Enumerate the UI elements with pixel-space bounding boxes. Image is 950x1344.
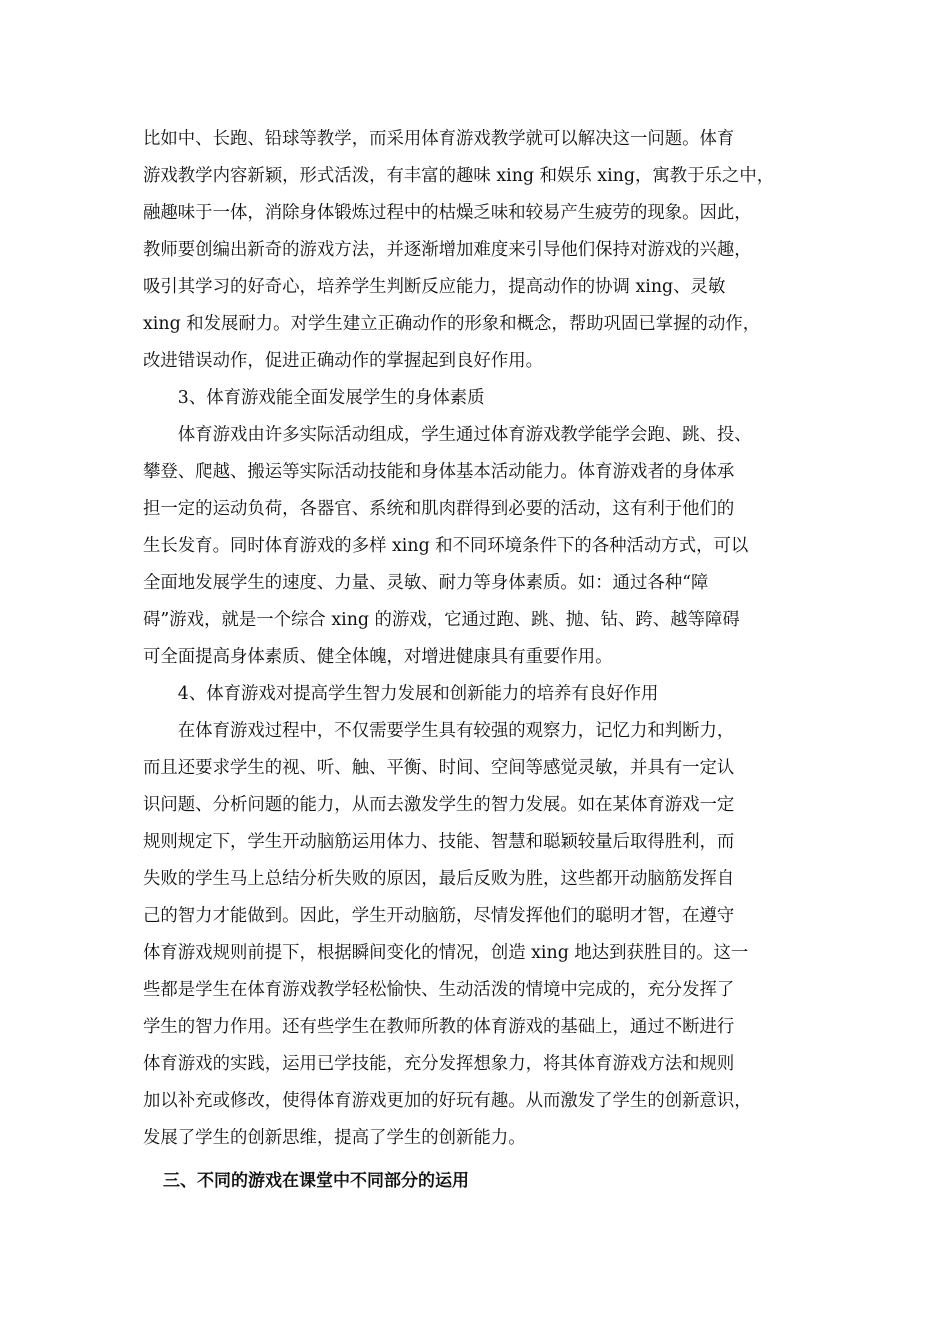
text-line: 发展了学生的创新思维，提高了学生的创新能力。 [143, 1128, 526, 1148]
text-line: 生长发育。同时体育游戏的多样 xing 和不同环境条件下的各种活动方式，可以 [143, 536, 749, 556]
text-line: 融趣味于一体，消除身体锻炼过程中的枯燥乏味和较易产生疲劳的现象。因此， [143, 203, 752, 223]
text-line: 体育游戏的实践，运用已学技能，充分发挥想象力，将其体育游戏方法和规则 [143, 1054, 735, 1074]
text-line: 游戏教学内容新颖，形式活泼，有丰富的趣味 xing 和娱乐 xing，寓教于乐之中， [143, 166, 775, 186]
text-line: 可全面提高身体素质、健全体魄，对增进健康具有重要作用。 [143, 647, 613, 667]
text-line: 己的智力才能做到。因此，学生开动脑筋，尽情发挥他们的聪明才智，在遵守 [143, 906, 735, 926]
text-line: 全面地发展学生的速度、力量、灵敏、耐力等身体素质。如：通过各种“障 [143, 573, 709, 593]
text-line: 在体育游戏过程中，不仅需要学生具有较强的观察力，记忆力和判断力， [143, 721, 735, 741]
text-line: 教师要创编出新奇的游戏方法，并逐渐增加难度来引导他们保持对游戏的兴趣， [143, 240, 752, 260]
text-line: 规则规定下，学生开动脑筋运用体力、技能、智慧和聪颖较量后取得胜利，而 [143, 832, 735, 852]
section-heading: 三、不同的游戏在课堂中不同部分的运用 [163, 1171, 469, 1191]
text-line: 改进错误动作，促进正确动作的掌握起到良好作用。 [143, 351, 543, 371]
text-line: 担一定的运动负荷，各器官、系统和肌肉群得到必要的活动，这有利于他们的 [143, 499, 735, 519]
text-line: 碍”游戏，就是一个综合 xing 的游戏，它通过跑、跳、抛、钻、跨、越等障碍 [143, 610, 740, 630]
text-line: 体育游戏规则前提下，根据瞬间变化的情况，创造 xing 地达到获胜目的。这一 [143, 943, 749, 963]
text-line: 失败的学生马上总结分析失败的原因，最后反败为胜，这些都开动脑筋发挥自 [143, 869, 735, 889]
text-line: 比如中、长跑、铅球等教学，而采用体育游戏教学就可以解决这一问题。体育 [143, 129, 735, 149]
subheading-3: 3、体育游戏能全面发展学生的身体素质 [143, 388, 485, 408]
text-line: 学生的智力作用。还有些学生在教师所教的体育游戏的基础上，通过不断进行 [143, 1017, 735, 1037]
text-line: 加以补充或修改，使得体育游戏更加的好玩有趣。从而激发了学生的创新意识， [143, 1091, 752, 1111]
text-line: 而且还要求学生的视、听、触、平衡、时间、空间等感觉灵敏，并具有一定认 [143, 758, 735, 778]
text-line: 识问题、分析问题的能力，从而去激发学生的智力发展。如在某体育游戏一定 [143, 795, 735, 815]
text-line: 攀登、爬越、搬运等实际活动技能和身体基本活动能力。体育游戏者的身体承 [143, 462, 735, 482]
text-line: 体育游戏由许多实际活动组成，学生通过体育游戏教学能学会跑、跳、投、 [143, 425, 752, 445]
text-line: 吸引其学习的好奇心，培养学生判断反应能力，提高动作的协调 xing、灵敏 [143, 277, 726, 297]
document-body [143, 121, 823, 1200]
text-line: 些都是学生在体育游戏教学轻松愉快、生动活泼的情境中完成的，充分发挥了 [143, 980, 735, 1000]
text-line: xing 和发展耐力。对学生建立正确动作的形象和概念，帮助巩固已掌握的动作， [143, 314, 761, 334]
subheading-4: 4、体育游戏对提高学生智力发展和创新能力的培养有良好作用 [143, 684, 659, 704]
